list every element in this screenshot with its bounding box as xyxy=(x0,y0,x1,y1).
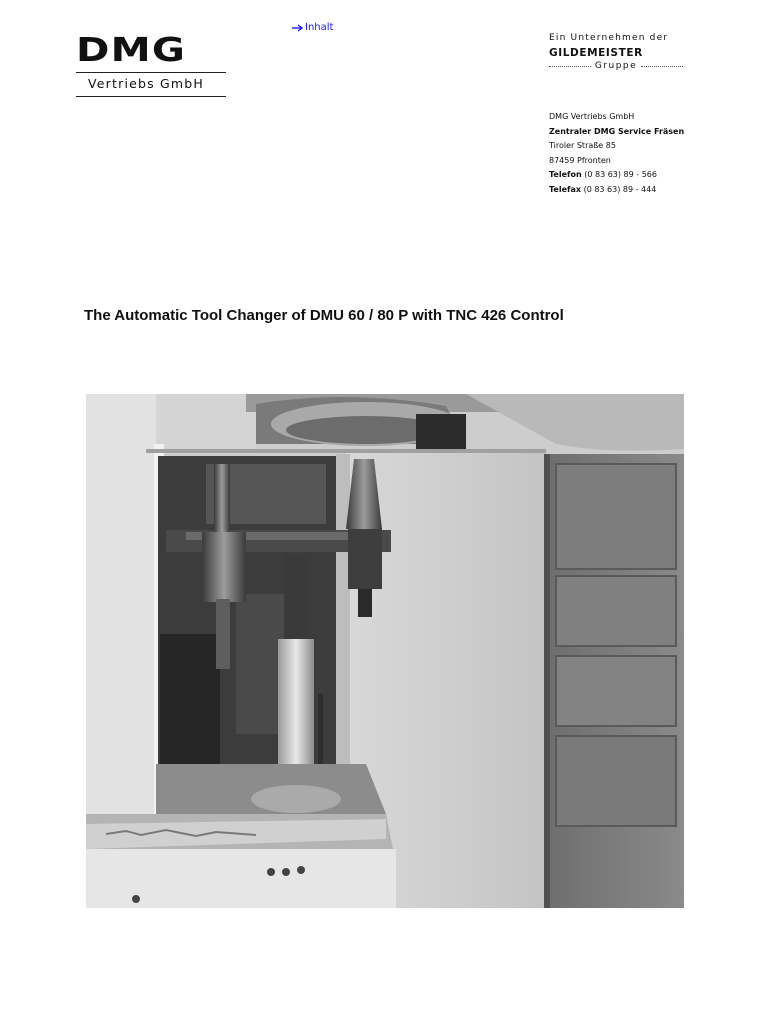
address-fax xyxy=(549,183,684,198)
address-city: 87459 Pfronten xyxy=(549,155,611,165)
logo-subtitle: Vertriebs GmbH xyxy=(88,76,205,91)
address-company: DMG Vertriebs GmbH xyxy=(549,112,635,121)
dotted-rule-left xyxy=(549,66,591,67)
group-suffix-text: Gruppe xyxy=(594,61,638,71)
fax-label: Telefax xyxy=(549,184,582,194)
machine-photo xyxy=(86,394,684,908)
toc-link[interactable] xyxy=(292,22,333,33)
phone-label: Telefon xyxy=(549,170,582,179)
group-line-intro: Ein Unternehmen der xyxy=(549,33,669,43)
dotted-rule-right xyxy=(641,66,683,67)
group-affiliation xyxy=(549,33,683,78)
logo-rule-top xyxy=(76,72,226,73)
fax-number: (0 83 63) 89 - 444 xyxy=(583,184,657,194)
phone-number: (0 83 63) 89 - 566 xyxy=(584,170,657,179)
machine-photo-illustration xyxy=(86,394,684,908)
address-phone xyxy=(549,168,684,183)
document-title: The Automatic Tool Changer of DMU 60 / 80 P with TNC 426 Control xyxy=(84,307,564,324)
company-logo xyxy=(76,30,228,102)
address-block xyxy=(549,110,684,197)
address-department: Zentraler DMG Service Fräsen xyxy=(549,126,685,136)
logo-wordmark: DMG xyxy=(76,30,187,69)
group-name: GILDEMEISTER xyxy=(549,47,643,59)
address-street: Tiroler Straße 85 xyxy=(549,141,616,150)
toc-link-label: Inhalt xyxy=(305,22,334,33)
arrow-right-icon xyxy=(292,24,304,32)
group-line-suffix xyxy=(549,61,683,71)
logo-rule-bottom xyxy=(76,96,226,97)
